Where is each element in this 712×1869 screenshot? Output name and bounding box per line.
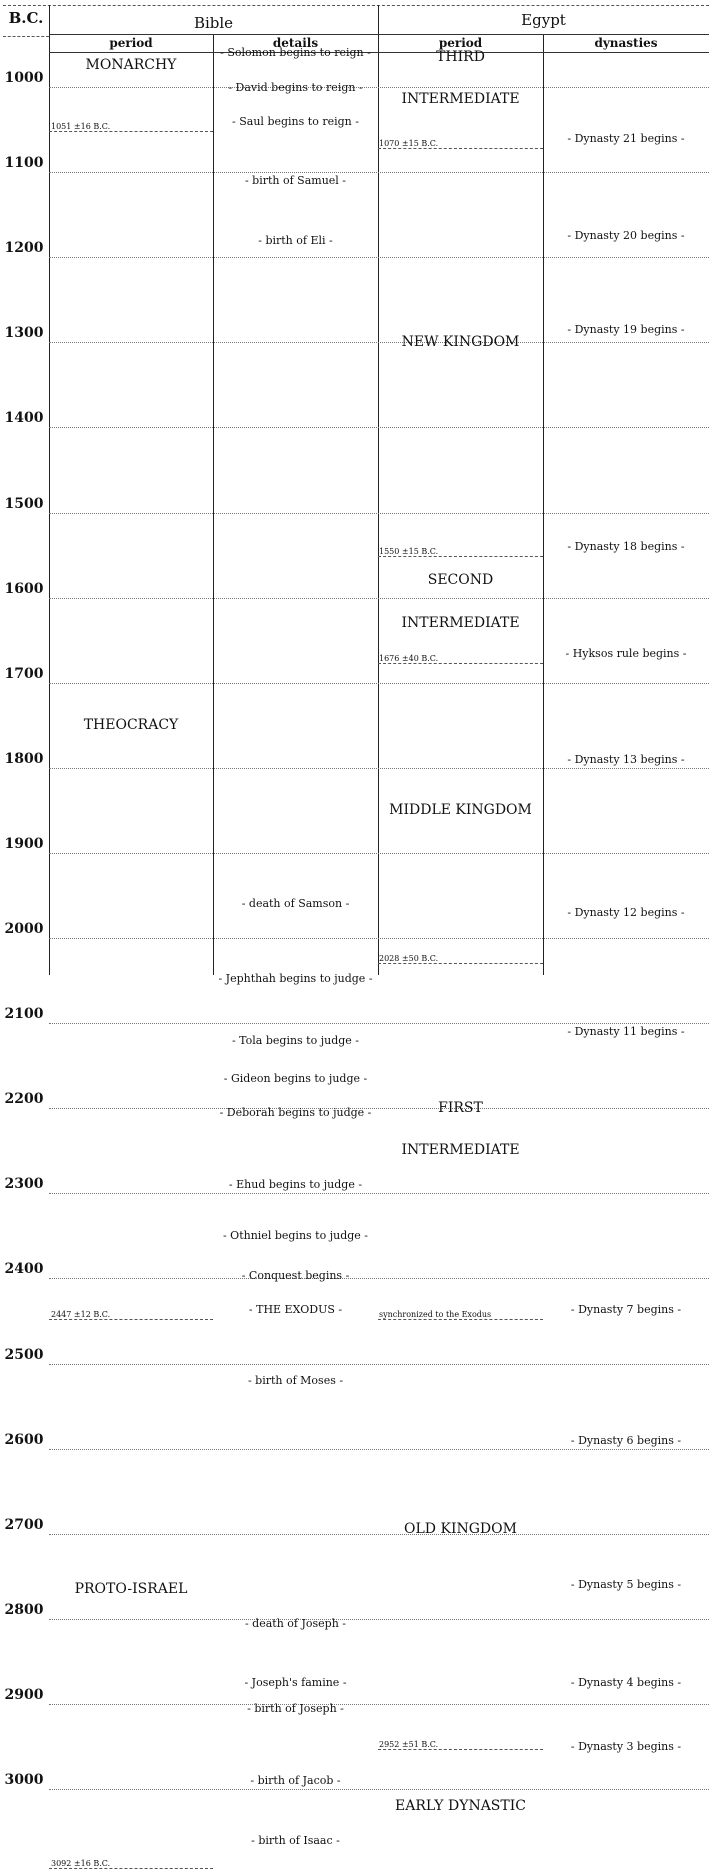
gridline xyxy=(49,1278,709,1279)
bible-boundary-label: 1051 ±16 B.C. xyxy=(51,122,111,132)
bible-period-label: PROTO-ISRAEL xyxy=(74,1580,188,1597)
year-tick-label: 2800 xyxy=(4,1601,44,1618)
bible-detail-label: - Solomon begins to reign - xyxy=(220,46,371,60)
bible-period-header: period xyxy=(109,36,153,50)
dynasty-label: - Dynasty 4 begins - xyxy=(570,1676,682,1690)
bible-detail-label: - Gideon begins to judge - xyxy=(223,1071,368,1085)
dynasty-label: - Dynasty 20 begins - xyxy=(567,229,685,243)
bible-detail-label: - Saul begins to reign - xyxy=(232,114,359,128)
gridline xyxy=(49,1364,709,1365)
egypt-period-header: period xyxy=(438,36,483,50)
year-tick-label: 2600 xyxy=(4,1431,44,1448)
column-divider xyxy=(49,5,50,975)
bible-detail-label: - Joseph's famine - xyxy=(244,1676,347,1690)
dynasty-label: - Dynasty 11 begins - xyxy=(567,1025,685,1039)
gridline xyxy=(49,683,709,684)
gridline xyxy=(49,853,709,854)
year-tick-label: 1600 xyxy=(4,580,44,597)
year-tick-label: 2900 xyxy=(4,1686,44,1703)
egypt-period-label: INTERMEDIATE xyxy=(401,1142,520,1159)
gridline xyxy=(49,598,709,599)
egypt-period-label: INTERMEDIATE xyxy=(401,91,520,108)
egypt-boundary-line xyxy=(378,556,543,557)
year-tick-label: 2400 xyxy=(4,1261,44,1278)
dynasty-label: - Dynasty 21 begins - xyxy=(567,131,685,145)
gridline xyxy=(49,172,709,173)
header-divider xyxy=(49,34,709,35)
bible-detail-label: - birth of Moses - xyxy=(247,1374,344,1388)
column-divider xyxy=(378,5,379,975)
year-tick-label: 1100 xyxy=(4,155,44,172)
egypt-boundary-label: synchronized to the Exodus xyxy=(379,1310,492,1320)
bible-detail-label: - birth of Jacob - xyxy=(250,1774,341,1787)
egypt-period-label: EARLY DYNASTIC xyxy=(395,1797,526,1814)
dynasty-label: - Dynasty 12 begins - xyxy=(567,905,685,919)
year-tick-label: 1700 xyxy=(4,665,44,682)
year-tick-label: 1200 xyxy=(4,240,44,257)
bible-detail-label: - birth of Samuel - xyxy=(244,174,347,188)
gridline xyxy=(49,1789,709,1790)
year-tick-label: 3000 xyxy=(4,1772,44,1788)
gridline xyxy=(49,1023,709,1024)
gridline xyxy=(49,1619,709,1620)
egypt-boundary-line xyxy=(378,148,543,149)
gridline xyxy=(49,257,709,258)
gridline xyxy=(49,1449,709,1450)
year-tick-label: 2300 xyxy=(4,1176,44,1193)
bible-detail-label: - David begins to reign - xyxy=(228,80,363,94)
bible-detail-label: - birth of Isaac - xyxy=(251,1833,340,1847)
year-tick-label: 1000 xyxy=(4,70,44,86)
egypt-period-label: THIRD xyxy=(436,48,485,65)
bible-boundary-line xyxy=(49,131,213,132)
egypt-boundary-line xyxy=(378,1319,543,1320)
dynasty-label: - Dynasty 19 begins - xyxy=(567,323,685,337)
year-tick-label: 2500 xyxy=(4,1346,44,1363)
bible-detail-label: - death of Samson - xyxy=(241,897,350,911)
egypt-period-label: FIRST xyxy=(438,1099,483,1116)
year-tick-label: 2000 xyxy=(4,921,44,937)
gridline xyxy=(49,427,709,428)
top-border xyxy=(3,5,709,6)
bible-detail-label: - birth of Eli - xyxy=(258,233,333,247)
header-divider xyxy=(3,36,49,37)
bible-detail-label: - Conquest begins - xyxy=(241,1269,350,1283)
gridline xyxy=(49,768,709,769)
egypt-period-label: NEW KINGDOM xyxy=(401,333,520,350)
bible-detail-label: - birth of Joseph - xyxy=(247,1701,344,1715)
year-tick-label: 1900 xyxy=(4,835,44,852)
year-tick-label: 2200 xyxy=(4,1091,44,1108)
bible-detail-label: - Deborah begins to judge - xyxy=(219,1105,372,1119)
year-tick-label: 1500 xyxy=(4,495,44,512)
egypt-boundary-label: 1550 ±15 B.C. xyxy=(379,547,439,557)
egypt-boundary-label: 1676 ±40 B.C. xyxy=(379,654,439,664)
egypt-boundary-label: 2952 ±51 B.C. xyxy=(379,1740,439,1750)
bible-detail-label: - THE EXODUS - xyxy=(248,1303,343,1317)
dynasty-label: - Dynasty 6 begins - xyxy=(570,1433,682,1447)
bible-boundary-line xyxy=(49,1319,213,1320)
gridline xyxy=(49,1704,709,1705)
bible-period-label: THEOCRACY xyxy=(83,716,179,733)
egypt-dynasties-header: dynasties xyxy=(594,36,658,50)
egypt-boundary-line xyxy=(378,663,543,664)
egypt-period-label: INTERMEDIATE xyxy=(401,614,520,631)
gridline xyxy=(49,87,709,88)
bible-details-header: details xyxy=(272,36,319,50)
bible-detail-label: - Ehud begins to judge - xyxy=(228,1178,363,1192)
year-tick-label: 1800 xyxy=(4,750,44,767)
dynasty-label: - Dynasty 18 begins - xyxy=(567,540,685,554)
gridline xyxy=(49,513,709,514)
bible-period-label: MONARCHY xyxy=(85,57,177,74)
bible-boundary-label: 2447 ±12 B.C. xyxy=(51,1310,111,1320)
bible-detail-label: - death of Joseph - xyxy=(244,1616,347,1630)
year-tick-label: 2700 xyxy=(4,1516,44,1533)
bc-header: B.C. xyxy=(8,9,44,27)
bible-detail-label: - Othniel begins to judge - xyxy=(222,1229,369,1243)
dynasty-label: - Hyksos rule begins - xyxy=(565,647,687,661)
gridline xyxy=(49,938,709,939)
column-divider xyxy=(543,34,544,975)
egypt-boundary-label: 1070 ±15 B.C. xyxy=(379,138,439,148)
dynasty-label: - Dynasty 5 begins - xyxy=(570,1578,682,1592)
bible-detail-label: - Jephthah begins to judge - xyxy=(218,972,373,986)
egypt-period-label: OLD KINGDOM xyxy=(404,1520,517,1537)
gridline xyxy=(49,1193,709,1194)
bible-detail-label: - Tola begins to judge - xyxy=(231,1033,360,1047)
egypt-boundary-line xyxy=(378,1749,543,1750)
year-tick-label: 1400 xyxy=(4,410,44,427)
year-tick-label: 2100 xyxy=(4,1006,44,1023)
dynasty-label: - Dynasty 13 begins - xyxy=(567,752,685,766)
egypt-header: Egypt xyxy=(521,11,566,29)
year-tick-label: 1300 xyxy=(4,325,44,342)
egypt-boundary-label: 2028 ±50 B.C. xyxy=(379,953,439,963)
bible-boundary-label: 3092 ±16 B.C. xyxy=(51,1859,111,1869)
bible-header: Bible xyxy=(193,14,234,32)
egypt-period-label: MIDDLE KINGDOM xyxy=(389,801,532,818)
dynasty-label: - Dynasty 3 begins - xyxy=(570,1739,682,1753)
dynasty-label: - Dynasty 7 begins - xyxy=(570,1303,682,1317)
egypt-boundary-line xyxy=(378,963,543,964)
egypt-period-label: SECOND xyxy=(427,572,494,589)
